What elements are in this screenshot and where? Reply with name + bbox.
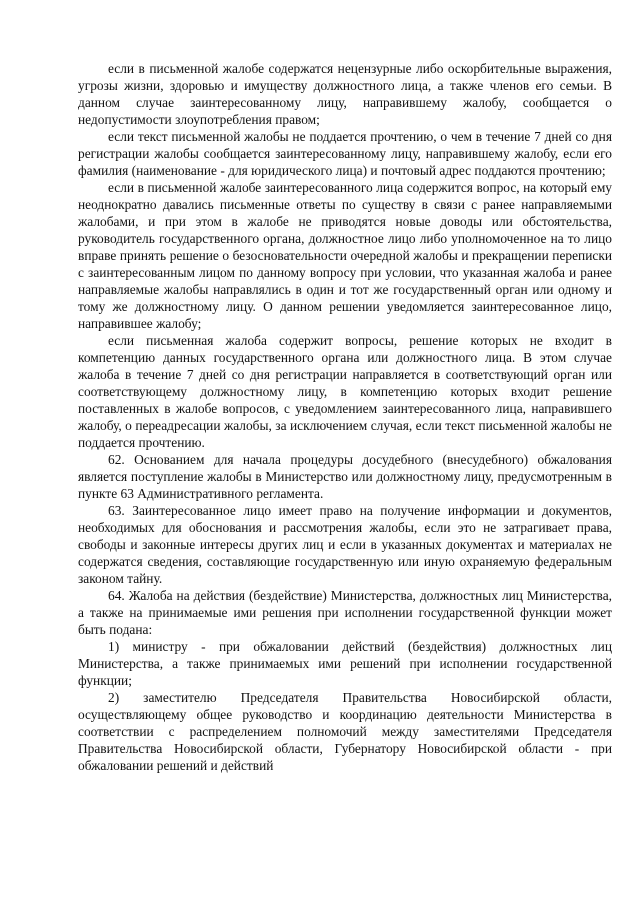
paragraph-subitem-1: 1) министру - при обжаловании действий (бездействия) должностных лиц Министерства, а также принимаемых ими решений при исполнении государственной функции; xyxy=(78,639,612,688)
paragraph-obscene-complaint: если в письменной жалобе содержатся нецензурные либо оскорбительные выражения, угрозы жизни, здоровью и имуществу должностного лица, а также членов его семьи. В данном случае заинтересованному лицу, направившему жалобу, сообщается о недопустимости злоупотребления правом; xyxy=(78,61,612,127)
paragraph-outside-competence: если письменная жалоба содержит вопросы, решение которых не входит в компетенцию данных государственного органа или должностного лица. В этом случае жалоба в течение 7 дней со дня регистрации направляется в соответствующий орган или соответствующему должностному лицу, в компетенцию которых входит решение поставленных в жалобе вопросов, с уведомлением заинтересованного лица, направившего жалобу, о переадресации жалобы, за исключением случая, если текст письменной жалобы не поддается прочтению. xyxy=(78,333,612,450)
paragraph-subitem-2: 2) заместителю Председателя Правительства Новосибирской области, осуществляющему общее руководство и координацию деятельности Министерства в соответствии с распределением полномочий между заместителями Председателя Правительства Новосибирской области, Губернатору Новосибирской области - при обжаловании решений и действий xyxy=(78,690,612,773)
paragraph-item-64: 64. Жалоба на действия (бездействие) Министерства, должностных лиц Министерства, а также на принимаемые ими решения при исполнении государственной функции может быть подана: xyxy=(78,588,612,637)
paragraph-unreadable-complaint: если текст письменной жалобы не поддается прочтению, о чем в течение 7 дней со дня регистрации жалобы сообщается заинтересованному лицу, направившему жалобу, если его фамилия (наименование - для юридического лица) и почтовый адрес поддаются прочтению; xyxy=(78,129,612,178)
paragraph-item-62: 62. Основанием для начала процедуры досудебного (внесудебного) обжалования является поступление жалобы в Министерство или должностному лицу, предусмотренным в пункте 63 Административного регламента. xyxy=(78,452,612,501)
paragraph-item-63: 63. Заинтересованное лицо имеет право на получение информации и документов, необходимых для обоснования и рассмотрения жалобы, если это не затрагивает права, свободы и законные интересы других лиц и если в указанных документах и материалах не содержатся сведения, составляющие государственную или иную охраняемую федеральным законом тайну. xyxy=(78,503,612,586)
paragraph-repeated-question: если в письменной жалобе заинтересованного лица содержится вопрос, на который ему неоднократно давались письменные ответы по существу в связи с ранее направляемыми жалобами, и при этом в жалобе не приводятся новые доводы или обстоятельства, руководитель государственного органа, должностное лицо либо уполномоченное на то лицо вправе принять решение о безосновательности очередной жалобы и прекращении переписки с заинтересованным лицом по данному вопросу при условии, что указанная жалоба и ранее направляемые жалобы направлялись в один и тот же государственный орган или одному и тому же должностному лицу. О данном решении уведомляется заинтересованное лицо, направившее жалобу; xyxy=(78,180,612,331)
document-page xyxy=(78,60,612,774)
